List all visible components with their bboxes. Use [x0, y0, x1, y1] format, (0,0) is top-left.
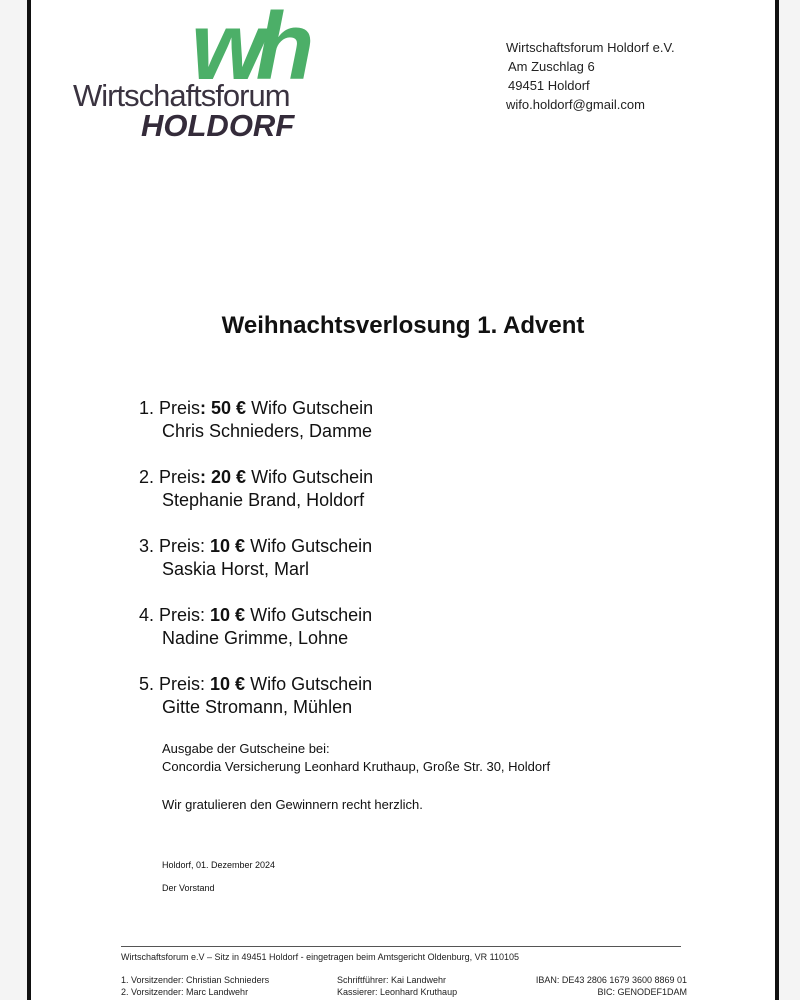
prize-amount: 10 €	[210, 536, 246, 556]
prize-label: 1. Preis	[139, 398, 201, 418]
chair-1: 1. Vorsitzender: Christian Schnieders	[121, 975, 270, 985]
footer-divider	[121, 946, 681, 947]
prize-item-text: Wifo Gutschein	[245, 605, 373, 625]
prize-amount: : 20 €	[200, 467, 247, 487]
prize-amount: : 50 €	[200, 398, 247, 418]
logo-text-holdorf: HOLDORF	[141, 108, 295, 143]
prize-item	[139, 535, 373, 581]
signature: Der Vorstand	[162, 883, 215, 893]
prize-label: 4. Preis:	[139, 605, 211, 625]
winner-name: Gitte Stromann, Mühlen	[162, 697, 353, 717]
footer-bank	[501, 974, 687, 998]
prize-item-text: Wifo Gutschein	[245, 536, 373, 556]
prize-item	[139, 604, 373, 650]
prize-amount: 10 €	[210, 674, 246, 694]
prize-item-text: Wifo Gutschein	[246, 467, 374, 487]
prize-item-text: Wifo Gutschein	[245, 674, 373, 694]
address-line: Am Zuschlag 6	[508, 59, 595, 74]
prize-amount: 10 €	[210, 605, 246, 625]
footer-registry: Wirtschaftsforum e.V – Sitz in 49451 Holdorf - eingetragen beim Amtsgericht Oldenburg, VR 110105	[121, 952, 520, 962]
date-line: Holdorf, 01. Dezember 2024	[162, 860, 276, 870]
winner-name: Nadine Grimme, Lohne	[162, 628, 349, 648]
winner-name: Chris Schnieders, Damme	[162, 421, 373, 441]
footer-officers	[337, 974, 457, 998]
prize-item	[139, 397, 373, 443]
email-address: wifo.holdorf@gmail.com	[506, 97, 645, 112]
prize-item-text: Wifo Gutschein	[246, 398, 374, 418]
prize-list	[139, 397, 373, 742]
iban: IBAN: DE43 2806 1679 3600 8869 01	[535, 975, 687, 985]
winner-name: Stephanie Brand, Holdorf	[162, 490, 365, 510]
footer-chairs	[121, 974, 269, 998]
letter-page	[27, 0, 779, 1000]
chair-2: 2. Vorsitzender: Marc Landwehr	[121, 987, 249, 997]
pickup-info	[162, 740, 550, 776]
bic: BIC: GENODEF1DAM	[597, 987, 687, 997]
logo-text: Wirtschaftsforum	[73, 78, 290, 113]
prize-label: 3. Preis:	[139, 536, 211, 556]
secretary: Schriftführer: Kai Landwehr	[337, 975, 447, 985]
treasurer: Kassierer: Leonhard Kruthaup	[337, 987, 458, 997]
prize-item	[139, 466, 373, 512]
prize-label: 5. Preis:	[139, 674, 211, 694]
pickup-location: Concordia Versicherung Leonhard Kruthaup, Große Str. 30, Holdorf	[162, 759, 551, 774]
prize-item	[139, 673, 373, 719]
logo-mark: wh	[191, 0, 305, 100]
sender-address	[506, 38, 675, 114]
document-title: Weihnachtsverlosung 1. Advent	[221, 312, 585, 339]
winner-name: Saskia Horst, Marl	[162, 559, 310, 579]
prize-label: 2. Preis	[139, 467, 201, 487]
address-line: Wirtschaftsforum Holdorf e.V.	[506, 40, 675, 55]
congratulations: Wir gratulieren den Gewinnern recht herzlich.	[162, 797, 423, 812]
wifo-logo	[71, 0, 331, 143]
pickup-heading: Ausgabe der Gutscheine bei:	[162, 741, 330, 756]
address-line: 49451 Holdorf	[508, 78, 590, 93]
